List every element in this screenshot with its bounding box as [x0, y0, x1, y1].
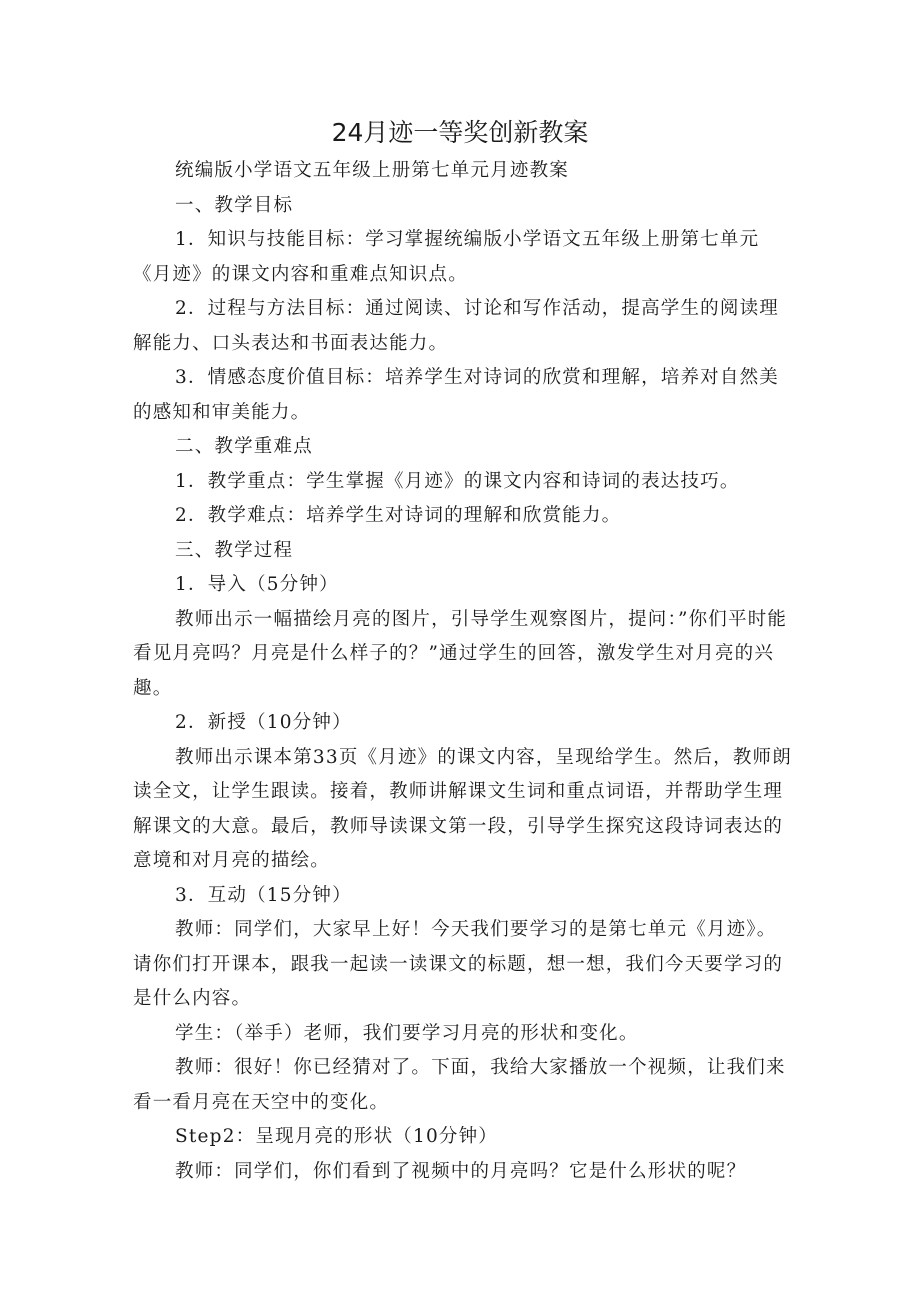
paragraph-subtitle: 统编版小学语文五年级上册第七单元月迹教案: [175, 160, 570, 181]
heading-objectives: 一、教学目标: [175, 194, 294, 216]
paragraph: 1．知识与技能目标：学习掌握统编版小学语文五年级上册第七单元《月迹》的课文内容和重难点知识点。: [133, 229, 760, 285]
paragraph: 教师出示课本第33页《月迹》的课文内容，呈现给学生。然后，教师朗读全文，让学生跟读。接着，教师讲解课文生词和重点词语，并帮助学生理解课文的大意。最后，教师导读课文第一段，引导学生探究这段诗词表达的意境和对月亮的描绘。: [133, 746, 792, 871]
document-body: [133, 154, 795, 1189]
paragraph: 2．教学难点：培养学生对诗词的理解和欣赏能力。: [175, 505, 622, 526]
paragraph: 1．教学重点：学生掌握《月迹》的课文内容和诗词的表达技巧。: [175, 470, 740, 492]
paragraph: 教师：很好！你已经猜对了。下面，我给大家播放一个视频，让我们来看一看月亮在天空中的变化。: [133, 1057, 786, 1113]
paragraph: 教师出示一幅描绘月亮的图片，引导学生观察图片，提问：”你们平时能看见月亮吗？月亮是什么样子的？”通过学生的回答，激发学生对月亮的兴趣。: [133, 608, 788, 699]
heading-process: 三、教学过程: [175, 539, 294, 561]
paragraph: 2．过程与方法目标：通过阅读、讨论和写作活动，提高学生的阅读理解能力、口头表达和书面表达能力。: [133, 298, 779, 354]
subheading: 1．导入（5分钟）: [175, 574, 339, 595]
subheading: 2．新授（10分钟）: [175, 712, 352, 733]
paragraph: 3．情感态度价值目标：培养学生对诗词的欣赏和理解，培养对自然美的感知和审美能力。: [133, 367, 779, 423]
subheading: 3．互动（15分钟）: [175, 884, 352, 906]
document-title: 24月迹一等奖创新教案: [331, 118, 589, 147]
heading-key-points: 二、教学重难点: [175, 436, 313, 457]
paragraph: 教师：同学们，你们看到了视频中的月亮吗？它是什么形状的呢？: [175, 1160, 747, 1182]
paragraph: 学生：（举手）老师，我们要学习月亮的形状和变化。: [175, 1022, 639, 1044]
subheading: Step2：呈现月亮的形状（10分钟）: [175, 1126, 499, 1147]
paragraph: 教师：同学们，大家早上好！今天我们要学习的是第七单元《月迹》。请你们打开课本，跟我一起读一读课文的标题，想一想，我们今天要学习的是什么内容。: [133, 919, 784, 1009]
